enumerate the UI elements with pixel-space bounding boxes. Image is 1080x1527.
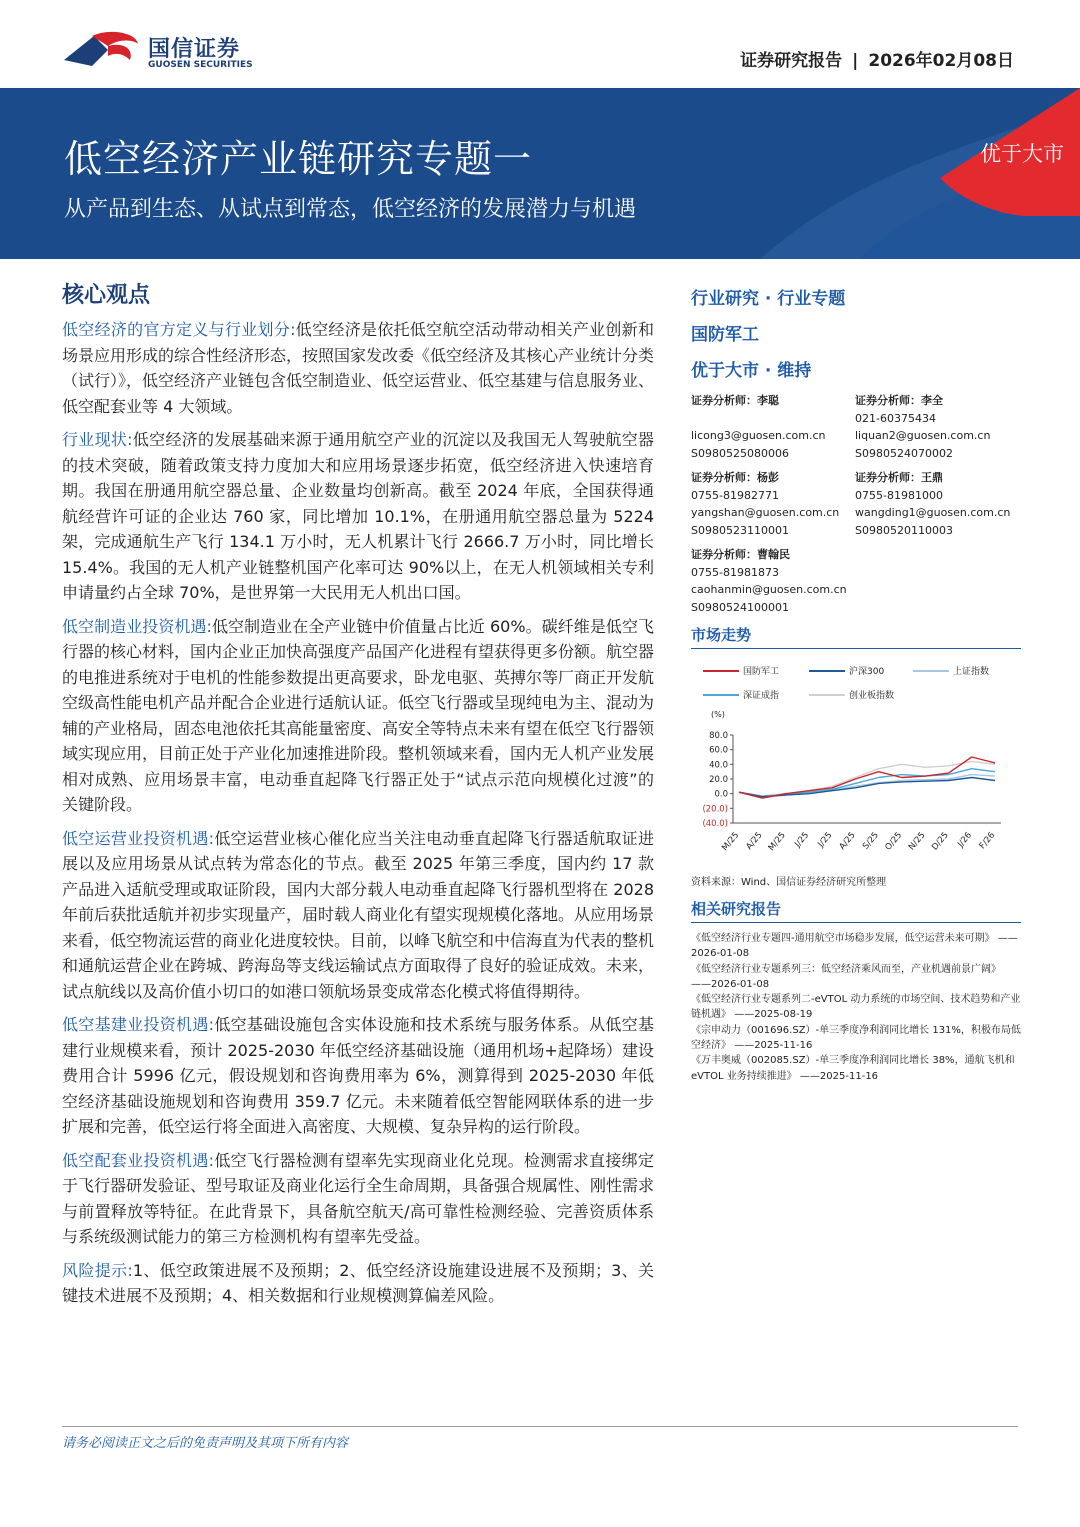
x-tick-label: J/26 — [955, 830, 975, 850]
report-title: 低空经济产业链研究专题一 — [64, 137, 533, 181]
y-tick-label: (40.0) — [702, 819, 728, 829]
x-tick-label: M/25 — [766, 830, 788, 854]
chart-source: 资料来源：Wind、国信证券经济研究所整理 — [691, 877, 887, 888]
legend-label: 沪深300 — [849, 667, 885, 677]
tag-research-type: 行业研究 · 行业专题 — [691, 289, 846, 309]
analyst-phone: 0755-81982771 — [691, 488, 779, 502]
logo-chinese-name: 国信证券 — [148, 37, 241, 62]
analyst-name: 证券分析师：李全 — [855, 394, 943, 407]
y-tick-label: (20.0) — [702, 804, 728, 815]
analyst-name: 证券分析师：李聪 — [691, 394, 779, 407]
footer-divider — [62, 1426, 1018, 1427]
core-views — [62, 278, 654, 1317]
analyst-list — [691, 392, 1021, 624]
report-subtitle: 从产品到生态、从试点到常态，低空经济的发展潜力与机遇 — [64, 197, 637, 222]
paragraph-text: 低空经济的发展基础来源于通用航空产业的沉淀以及我国无人驾驶航空器的技术突破，随着政策支持力度加大和应用场景逐步拓宽，低空经济进入快速培育期。我国在册通用航空器总量、企业数量均创新高。截至 2024 年底，全国获得通航经营许可证的企业达 760 家，同比增加 10.1%，在册通用航空器总量为 5224 架，完成通航生产飞行 134.1 万小时，无人机累计飞行 2666.7 万小时，同比增长 15.4%。我国的无人机产业链整机国产化率可达 90%以上，在无人机领域相关专利申请量约占全球 70%，是世界第一大民用无人机出口国。 — [62, 430, 654, 602]
paragraph-infrastructure — [62, 1012, 654, 1140]
related-report-date: ——2025-08-19 — [734, 1009, 813, 1021]
x-tick-label: J/25 — [816, 830, 835, 850]
tag-rating: 优于大市 · 维持 — [691, 361, 812, 381]
analyst-license: S0980525080006 — [691, 446, 789, 460]
analyst-card — [691, 469, 839, 539]
analyst-email: yangshan@guosen.com.cn — [691, 506, 840, 519]
x-tick-label: F/26 — [977, 830, 998, 852]
legend-label: 上证指数 — [953, 667, 990, 677]
x-tick-label: J/25 — [793, 830, 812, 850]
analyst-phone: 0755-81981000 — [855, 488, 943, 502]
paragraph-lead: 低空制造业投资机遇: — [62, 616, 212, 636]
related-report[interactable] — [691, 931, 1021, 962]
related-report-title: 《低空经济行业专题系列二-eVTOL 动力系统的市场空间、技术趋势和产业链机遇》 — [691, 994, 1021, 1021]
related-report-date: ——2025-11-16 — [799, 1070, 879, 1082]
paragraph-lead: 低空基建业投资机遇: — [62, 1015, 215, 1034]
x-tick-label: S/25 — [861, 830, 881, 852]
legend-label: 国防军工 — [743, 667, 780, 677]
report-meta — [740, 46, 1014, 71]
paragraph-lead: 低空配套业投资机遇: — [62, 1150, 215, 1170]
related-report-title: 《低空经济行业专题系列三：低空经济乘风而至，产业机遇前景广阔》 — [691, 963, 1001, 975]
paragraph-lead: 低空经济的官方定义与行业划分: — [62, 320, 296, 339]
paragraph-text: 低空制造业在全产业链中价值量占比近 60%。碳纤维是低空飞行器的核心材料，国内企业正加快高强度产品国产化进程有望获得更多份额。航空器的电推进系统对于电机的性能参数提出更高要求，卧龙电驱、英搏尔等厂商正开发航空级高性能电机产品并配合企业进行适航认证。低空飞行器或呈现纯电为主、混动为辅的产业格局，固态电池依托其高能量密度、高安全等特点未来有望在低空飞行器领域实现应用，目前正处于产业化加速推进阶段。整机领域来看，国内无人机产业发展相对成熟、应用场景丰富，电动垂直起降飞行器正处于“试点示范向规模化过渡”的关键阶段。 — [62, 616, 655, 814]
report-date: 2026年02月08日 — [868, 51, 1014, 71]
y-tick-label: 60.0 — [709, 745, 728, 756]
paragraph-operations — [62, 826, 654, 1005]
analyst-name: 证券分析师：曹翰民 — [691, 548, 790, 561]
analyst-phone: 021-60375434 — [855, 411, 936, 425]
market-trend-svg — [691, 649, 1021, 871]
x-tick-label: A/25 — [744, 830, 765, 852]
analyst-license: S0980524070002 — [855, 446, 953, 460]
related-reports-heading: 相关研究报告 — [691, 898, 1021, 923]
rating-badge: 优于大市 — [980, 142, 1064, 166]
analyst-card — [855, 392, 990, 462]
paragraph-definition — [62, 317, 654, 419]
related-report-date: ——2025-11-16 — [734, 1040, 813, 1052]
related-report[interactable] — [691, 1023, 1021, 1054]
y-axis-unit: (%) — [711, 710, 725, 719]
y-tick-label: 20.0 — [709, 775, 728, 785]
x-tick-label: O/25 — [883, 830, 905, 853]
analyst-card — [691, 392, 826, 462]
y-tick-label: 0.0 — [714, 789, 728, 800]
paragraph-text: 低空飞行器检测有望率先实现商业化兑现。检测需求直接绑定于飞行器研发验证、型号取证及商业化运行全生命周期，具备强合规属性、刚性需求与前置释放等特征。在此背景下，具备航空航天/高可靠性检测经验、完善资质体系与系统级测试能力的第三方检测机构有望率先受益。 — [62, 1150, 655, 1246]
related-report[interactable] — [691, 992, 1021, 1023]
related-report[interactable] — [691, 1053, 1021, 1084]
sidebar — [691, 284, 1021, 1084]
paragraph-lead: 低空运营业投资机遇: — [62, 828, 215, 848]
related-report[interactable] — [691, 962, 1021, 993]
analyst-card — [691, 546, 847, 616]
legend-label: 深证成指 — [743, 691, 780, 701]
footer-disclaimer: 请务必阅读正文之后的免责声明及其项下所有内容 — [62, 1436, 349, 1451]
paragraph-text: 1、低空政策进展不及预期；2、低空经济设施建设进展不及预期；3、关键技术进展不及预期；4、相关数据和行业规模测算偏差风险。 — [62, 1260, 654, 1305]
paragraph-text: 低空基础设施包含实体设施和技术系统与服务体系。从低空基建行业规模来看，预计 2025-2030 年低空经济基础设施（通用机场+起降场）建设费用合计 5996 亿元，假设规划和咨询费用率为 6%，测算得到 2025-2030 年低空经济基础设施规划和咨询费用 359.7 亿元。未来随着低空智能网联体系的进一步扩展和完善，低空运行将全面进入高密度、大规模、复杂异构的运行阶段。 — [62, 1015, 654, 1136]
guosen-logo-icon — [64, 30, 140, 74]
paragraph-text: 低空运营业核心催化应当关注电动垂直起降飞行器适航取证进展以及应用场景从试点转为常态化的节点。截至 2025 年第三季度，国内约 17 款产品进入适航受理或取证阶段，国内大部分载人电动垂直起降飞行器机型将在 2028 年前后获批适航并初步实现量产，届时载人商业化有望实现规模化落地。从应用场景来看，低空物流运营的商业化进度较快。目前，以峰飞航空和中信海直为代表的整机和通航运营企业在跨城、跨海岛等支线运输试点方面取得了良好的验证成效。未来，试点航线以及高价值小切口的如港口领航场景变成常态化模式将值得期待。 — [62, 828, 655, 1001]
analyst-license: S0980524100001 — [691, 600, 789, 614]
related-reports-list — [691, 931, 1021, 1084]
analyst-email: wangding1@guosen.com.cn — [855, 506, 1011, 519]
analyst-license: S0980523110001 — [691, 523, 789, 537]
analyst-phone: 0755-81981873 — [691, 565, 779, 579]
tag-industry: 国防军工 — [691, 325, 759, 345]
market-trend-chart — [691, 649, 1021, 871]
paragraph-manufacturing — [62, 614, 654, 818]
x-tick-label: N/25 — [906, 830, 928, 853]
paragraph-status — [62, 427, 654, 606]
core-views-heading: 核心观点 — [62, 283, 151, 308]
analyst-name: 证券分析师：杨彭 — [691, 471, 779, 484]
analyst-name: 证券分析师：王鼎 — [855, 471, 943, 484]
related-report-date: ——2026-01-08 — [691, 978, 770, 990]
y-tick-label: 80.0 — [709, 731, 728, 741]
analyst-email: licong3@guosen.com.cn — [691, 429, 826, 442]
related-report-title: 《万丰奥威（002085.SZ）-单三季度净利润同比增长 38%，通航飞机和 eVTOL 业务持续推进》 — [691, 1055, 1015, 1082]
legend-label: 创业板指数 — [849, 691, 895, 701]
market-trend-heading: 市场走势 — [691, 624, 1021, 649]
related-report-title: 《宗申动力（001696.SZ）-单三季度净利润同比增长 131%，积极布局低空经济》 — [691, 1024, 1021, 1052]
paragraph-lead: 风险提示: — [62, 1260, 133, 1280]
x-tick-label: A/25 — [837, 830, 858, 852]
related-report-date: ——2026-01-08 — [691, 933, 1018, 960]
analyst-card — [855, 469, 1010, 539]
paragraph-text: 低空经济是依托低空航空活动带动相关产业创新和场景应用形成的综合性经济形态，按照国家发改委《低空经济及其核心产业统计分类（试行）》，低空经济产业链包含低空制造业、低空运营业、低空基建与信息服务业、低空配套业等 4 大领域。 — [62, 320, 655, 416]
paragraph-supporting — [62, 1148, 654, 1250]
logo-english-name: GUOSEN SECURITIES — [148, 60, 253, 70]
paragraph-risk — [62, 1258, 654, 1309]
analyst-license: S0980520110003 — [855, 523, 953, 537]
x-tick-label: M/25 — [720, 830, 742, 854]
paragraph-lead: 行业现状: — [62, 430, 133, 449]
y-tick-label: 40.0 — [709, 760, 728, 771]
report-type: 证券研究报告 — [740, 51, 843, 71]
related-report-title: 《低空经济行业专题四-通用航空市场稳步发展，低空运营未来可期》 — [691, 933, 995, 944]
x-tick-label: D/25 — [930, 830, 951, 853]
meta-separator: | — [852, 51, 859, 71]
analyst-email: caohanmin@guosen.com.cn — [691, 583, 847, 596]
analyst-email: liquan2@guosen.com.cn — [855, 429, 991, 442]
page-header — [0, 0, 1080, 88]
